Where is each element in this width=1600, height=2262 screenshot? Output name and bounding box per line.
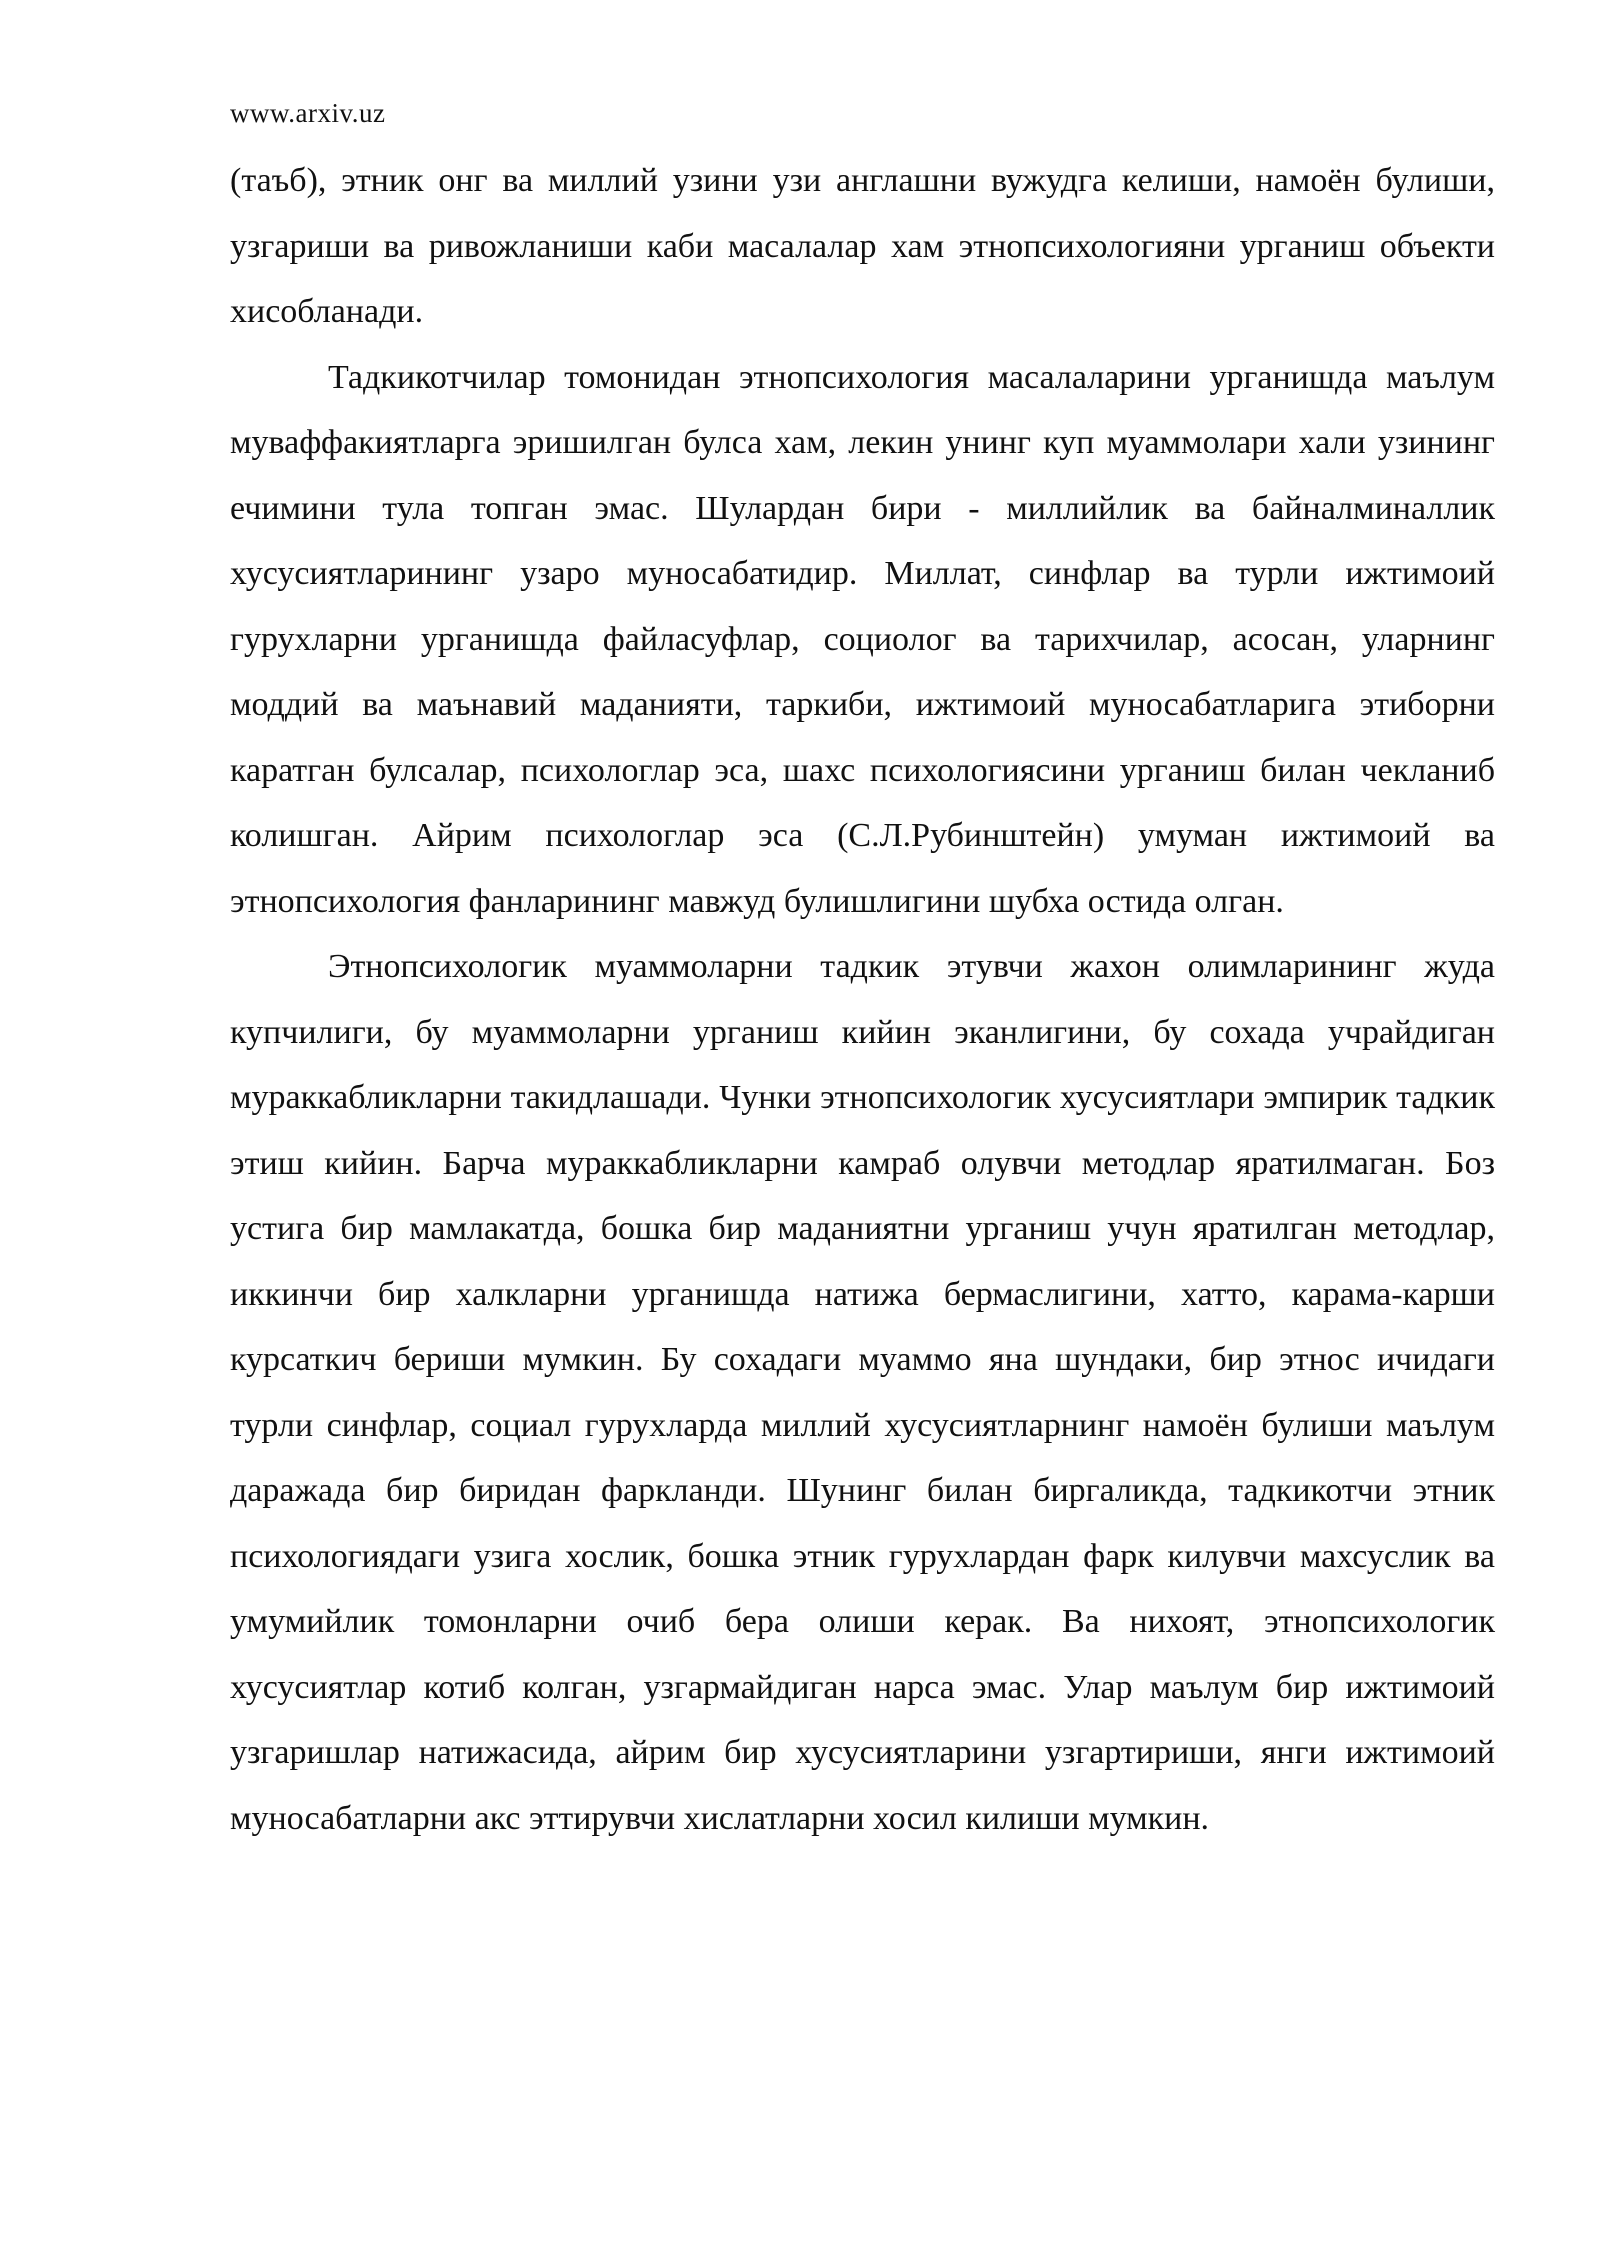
paragraph-2: Тадкикотчилар томонидан этнопсихология масалаларини урганишда маълум муваффакиятларга эришилган булса хам, лекин унинг куп муаммолари хали узининг ечимини тула топган эмас. Шулардан бири - миллийлик ва байналминаллик хусусиятларининг узаро муносабатидир. Миллат, синфлар ва турли ижтимоий гурухларни урганишда файласуфлар, социолог ва тарихчилар, асосан, уларнинг моддий ва маънавий маданияти, таркиби, ижтимоий муносабатларига этиборни каратган булсалар, психологлар эса, шахс психологиясини урганиш билан чекланиб колишган. Айрим психологлар эса (С.Л.Рубинштейн) умуман ижтимоий ва этнопсихология фанларининг мавжуд булишлигини шубха остида олган. xyxy=(230,358,1495,920)
site-header: www.arxiv.uz xyxy=(230,98,386,128)
body-text xyxy=(230,148,1495,1851)
paragraph-1: (таъб), этник онг ва миллий узини узи англашни вужудга келиши, намоён булиши, узгариши ва ривожланиши каби масалалар хам этнопсихологияни урганиш объекти хисобланади. xyxy=(230,162,1495,330)
paragraph-3: Этнопсихологик муаммоларни тадкик этувчи жахон олимларининг жуда купчилиги, бу муаммоларни урганиш кийин эканлигини, бу сохада учрайдиган мураккабликларни такидлашади. Чунки этнопсихологик хусусиятлари эмпирик тадкик этиш кийин. Барча мураккабликларни камраб олувчи методлар яратилмаган. Боз устига бир мамлакатда, бошка бир маданиятни урганиш учун яратилган методлар, иккинчи бир халкларни урганишда натижа бермаслигини, хатто, карама-карши курсаткич бериши мумкин. Бу сохадаги муаммо яна шундаки, бир этнос ичидаги турли синфлар, социал гурухларда миллий хусусиятларнинг намоён булиши маълум даражада бир биридан фаркланди. Шунинг билан биргаликда, тадкикотчи этник психологиядаги узига хослик, бошка этник гурухлардан фарк килувчи махсуслик ва умумийлик томонларни очиб бера олиши керак. Ва нихоят, этнопсихологик хусусиятлар котиб колган, узгармайдиган нарса эмас. Улар маълум бир ижтимоий узгаришлар натижасида, айрим бир хусусиятларини узгартириши, янги ижтимоий муносабатларни акс эттирувчи хислатларни хосил килиши мумкин. xyxy=(230,948,1495,1837)
